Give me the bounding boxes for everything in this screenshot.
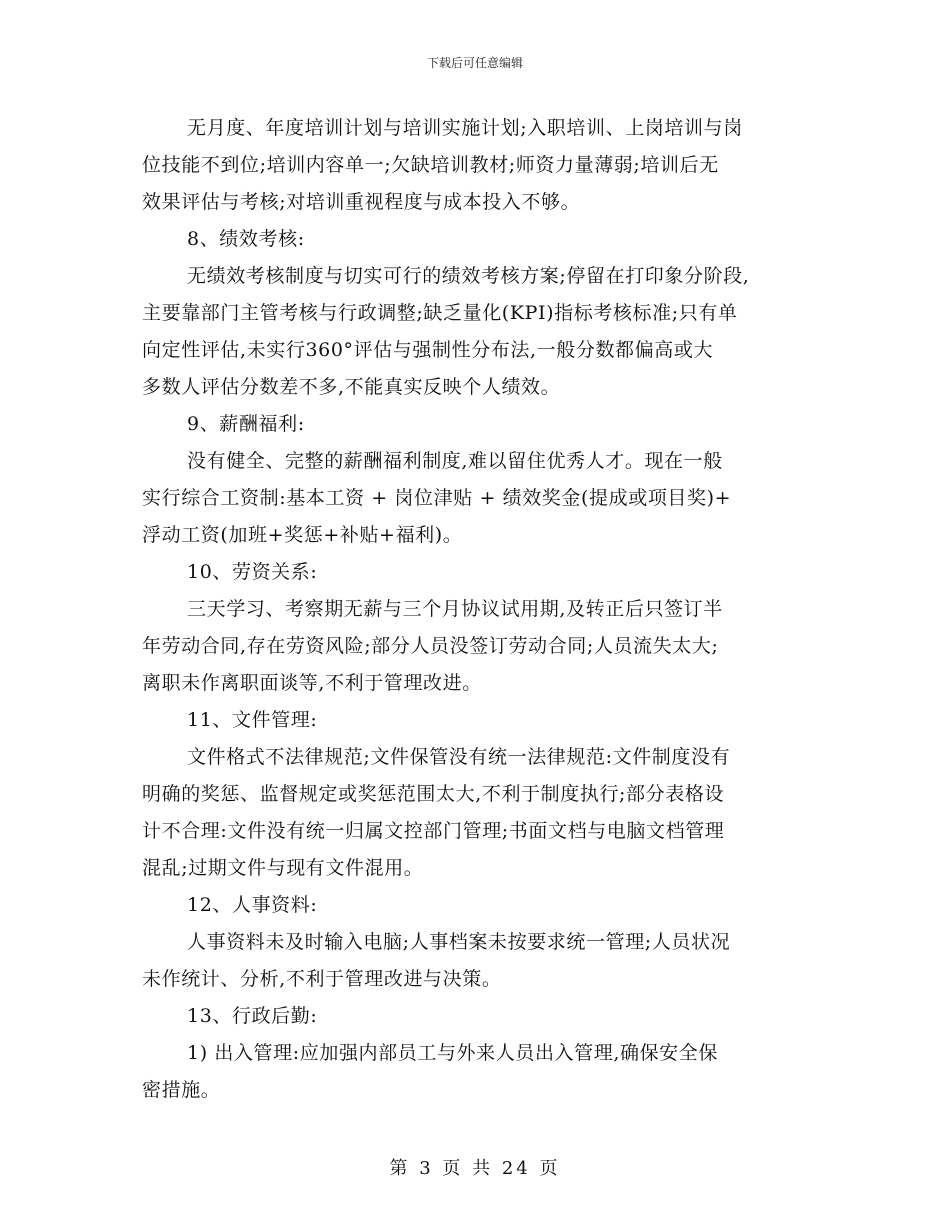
text-line: 明确的奖惩、监督规定或奖惩范围太大,不利于制度执行;部分表格设 xyxy=(142,783,725,805)
text-line: 向定性评估,未实行360°评估与强制性分布法,一般分数都偏高或大 xyxy=(142,339,714,361)
text-line: 9、薪酬福利: xyxy=(187,413,305,435)
text-line: 实行综合工资制:基本工资 + 岗位津贴 + 绩效奖金(提成或项目奖)+ xyxy=(142,487,732,509)
page-header: 下载后可任意编辑 xyxy=(426,56,523,70)
text-line: 人事资料未及时输入电脑;人事档案未按要求统一管理;人员状况 xyxy=(187,931,731,953)
text-line: 离职未作离职面谈等,不利于管理改进。 xyxy=(142,672,482,694)
text-line: 无绩效考核制度与切实可行的绩效考核方案;停留在打印象分阶段, xyxy=(187,265,750,287)
text-line: 13、行政后勤: xyxy=(187,1005,318,1027)
text-line: 1) 出入管理:应加强内部员工与外来人员出入管理,确保安全保 xyxy=(187,1042,718,1064)
text-line: 未作统计、分析,不利于管理改进与决策。 xyxy=(142,968,502,990)
text-line: 文件格式不法律规范;文件保管没有统一法律规范:文件制度没有 xyxy=(187,746,731,768)
text-line: 主要靠部门主管考核与行政调整;缺乏量化(KPI)指标考核标准;只有单 xyxy=(142,302,738,324)
text-line: 无月度、年度培训计划与培训实施计划;入职培训、上岗培训与岗 xyxy=(187,117,743,139)
text-line: 10、劳资关系: xyxy=(187,561,318,583)
text-line: 8、绩效考核: xyxy=(187,228,305,250)
text-line: 密措施。 xyxy=(142,1079,221,1101)
text-line: 12、人事资料: xyxy=(187,894,318,916)
page-footer: 第 3 页 共 24 页 xyxy=(389,1158,561,1179)
text-line: 年劳动合同,存在劳资风险;部分人员没签订劳动合同;人员流失太大; xyxy=(142,635,719,657)
text-line: 多数人评估分数差不多,不能真实反映个人绩效。 xyxy=(142,376,561,398)
text-line: 位技能不到位;培训内容单一;欠缺培训教材;师资力量薄弱;培训后无 xyxy=(142,154,719,176)
text-line: 效果评估与考核;对培训重视程度与成本投入不够。 xyxy=(142,191,581,213)
text-line: 混乱;过期文件与现有文件混用。 xyxy=(142,857,424,879)
text-line: 浮动工资(加班+奖惩+补贴+福利)。 xyxy=(142,524,463,546)
text-line: 三天学习、考察期无薪与三个月协议试用期,及转正后只签订半 xyxy=(187,598,723,620)
text-line: 没有健全、完整的薪酬福利制度,难以留住优秀人才。现在一般 xyxy=(187,450,723,472)
text-line: 计不合理:文件没有统一归属文控部门管理;书面文档与电脑文档管理 xyxy=(142,820,725,842)
document-body xyxy=(142,110,812,1109)
text-line: 11、文件管理: xyxy=(187,709,318,731)
